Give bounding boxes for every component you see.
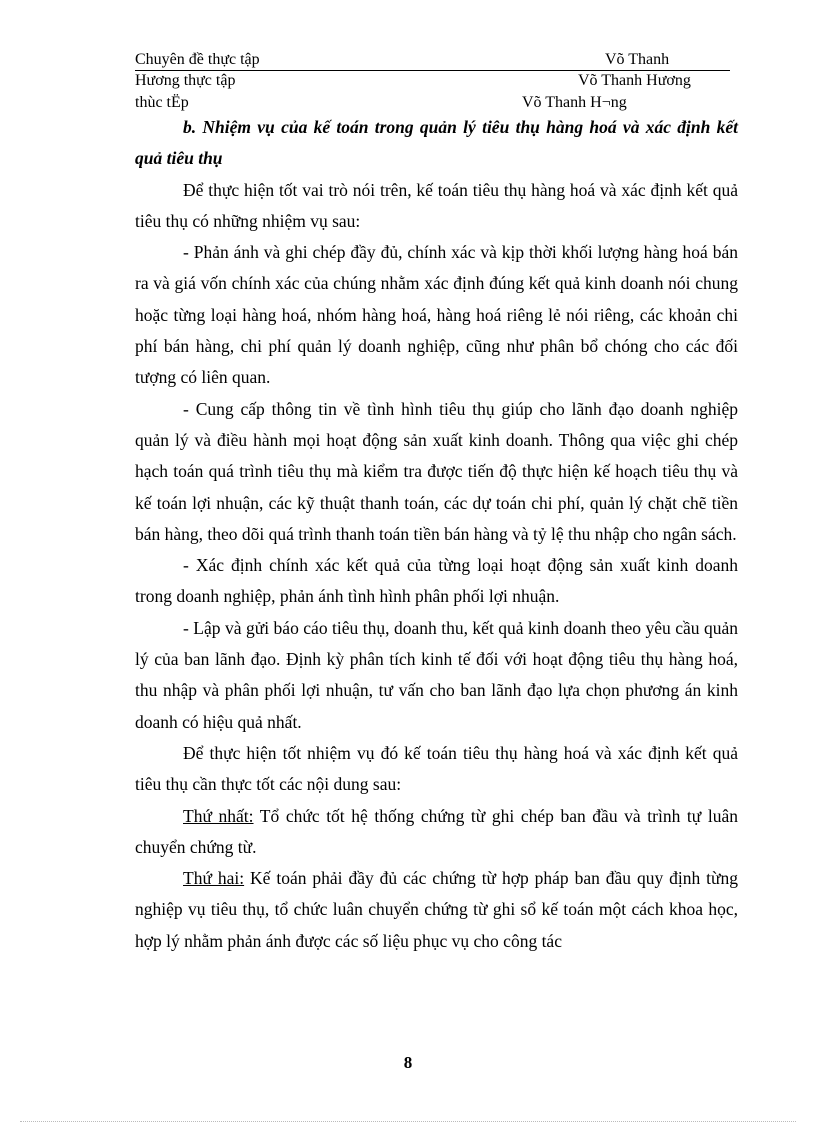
paragraph-requirements: Để thực hiện tốt nhiệm vụ đó kế toán tiêu thụ hàng hoá và xác định kết quả tiêu thụ cần thực tốt các nội dung sau: <box>135 742 738 795</box>
second-label: Thứ hai: <box>183 868 245 889</box>
running-header-line-1 <box>135 50 730 71</box>
section-heading: b. Nhiệm vụ của kế toán trong quản lý tiêu thụ hàng hoá và xác định kết quả tiêu thụ <box>135 117 738 169</box>
page-body <box>135 112 738 957</box>
header-garbled-title: thùc tËp <box>135 94 189 111</box>
second-text: Kế toán phải đầy đủ các chứng từ hợp pháp ban đầu quy định từng nghiệp vụ tiêu thụ, tổ chức luân chuyển chứng từ ghi sổ kế toán một cách khoa học, hợp lý nhằm phản ánh được các số liệu phục vụ cho công tác <box>135 868 738 951</box>
header-author: Võ Thanh <box>605 51 670 68</box>
header-garbled-author: Võ Thanh H¬ng <box>522 94 627 111</box>
page-number: 8 <box>403 1053 413 1072</box>
first-label: Thứ nhất: <box>183 805 254 826</box>
paragraph-task-4: - Lập và gửi báo cáo tiêu thụ, doanh thu, kết quả kinh doanh theo yêu cầu quản lý của ban lãnh đạo. Định kỳ phân tích kinh tế đối với hoạt động tiêu thụ hàng hoá, thu nhập và phân phối lợi nhuận, tư vấn cho ban lãnh đạo lựa chọn phương án kinh doanh có hiệu quả nhất. <box>135 617 738 732</box>
paragraph-intro: Để thực hiện tốt vai trò nói trên, kế toán tiêu thụ hàng hoá và xác định kết quả tiêu thụ có những nhiệm vụ sau: <box>135 179 738 231</box>
running-header-line-2 <box>135 71 730 91</box>
page-bottom-divider <box>20 1121 796 1122</box>
paragraph-task-3: - Xác định chính xác kết quả của từng loại hoạt động sản xuất kinh doanh trong doanh nghiệp, phản ánh tình hình phân phối lợi nhuận. <box>135 555 738 607</box>
paragraph-task-1: - Phản ánh và ghi chép đầy đủ, chính xác và kịp thời khối lượng hàng hoá bán ra và giá vốn chính xác của chúng nhằm xác định đúng kết quả kinh doanh nói chung hoặc từng loại hàng hoá, nhóm hàng hoá, hàng hoá riêng lẻ nói riêng, các khoản chi phí bán hàng, chi phí quản lý doanh nghiệp, cũng như phân bổ chóng cho các đối tượng có liên quan. <box>135 242 738 388</box>
paragraph-task-2: - Cung cấp thông tin về tình hình tiêu thụ giúp cho lãnh đạo doanh nghiệp quản lý và điều hành mọi hoạt động sản xuất kinh doanh. Thông qua việc ghi chép hạch toán quá trình tiêu thụ mà kiểm tra được tiến độ thực hiện kế hoạch tiêu thụ và kế toán lợi nhuận, các kỹ thuật thanh toán, các dự toán chi phí, quản lý chặt chẽ tiền bán hàng, theo dõi quá trình thanh toán tiền bán hàng và tỷ lệ thu nhập cho ngân sách. <box>135 398 738 544</box>
running-header-line-3 <box>135 93 730 113</box>
paragraph-first <box>135 801 738 864</box>
paragraph-second <box>135 863 738 957</box>
header-title-fragment: Hương thực tập <box>135 72 236 89</box>
header-author-full: Võ Thanh Hương <box>578 72 691 89</box>
header-title: Chuyên đề thực tập <box>135 51 260 68</box>
first-text: Tổ chức tốt hệ thống chứng từ ghi chép ban đầu và trình tự luân chuyển chứng từ. <box>135 805 738 857</box>
